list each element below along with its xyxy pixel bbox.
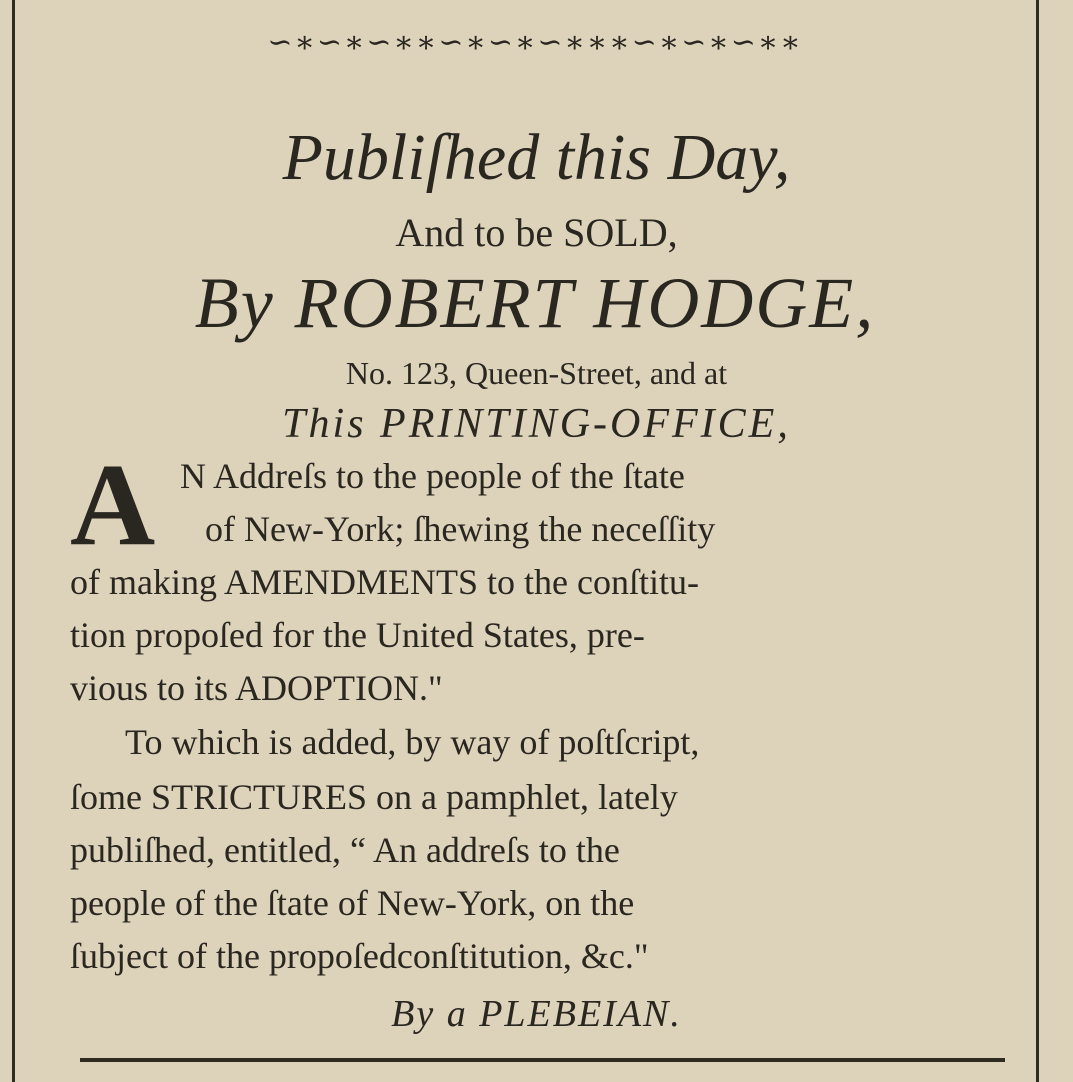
seller-name: By ROBERT HODGE, [194,263,876,343]
bottom-rule [80,1058,1005,1062]
seller-address: No. 123, Queen-Street, and at [345,355,728,391]
paragraph-1-line-2: of New-York; ſhewing the neceſſity [205,509,716,549]
signature: By a PLEBEIAN. [391,993,682,1035]
paragraph-2-line-1: To which is added, by way of poſtſcript, [125,722,700,762]
paragraph-2-line-4: people of the ſtate of New-York, on the [70,883,635,923]
printing-office: This PRINTING-OFFICE, [282,401,791,447]
paragraph-2-line-3: publiſhed, entitled, “ An addreſs to the [70,830,620,870]
ornament-border: ∽∗∽∗∽∗∗∽∗∽∗∽∗∗∗∽∗∽∗∽∗∗ [267,25,803,60]
paragraph-1-line-4: tion propoſed for the United States, pre- [70,615,645,655]
paragraph-1-line-1: N Addreſs to the people of the ſtate [180,456,685,496]
published-heading: Publiſhed this Day, [282,121,791,194]
sold-line: And to be SOLD, [395,210,678,255]
paragraph-1-line-5: vious to its ADOPTION." [70,668,443,708]
paragraph-2-line-5: ſubject of the propoſedconſtitution, &c." [70,936,649,976]
paragraph-1-line-3: of making AMENDMENTS to the conſtitu- [70,562,699,602]
paragraph-2-line-2: ſome STRICTURES on a pamphlet, lately [70,777,678,817]
drop-cap: A [70,439,156,570]
